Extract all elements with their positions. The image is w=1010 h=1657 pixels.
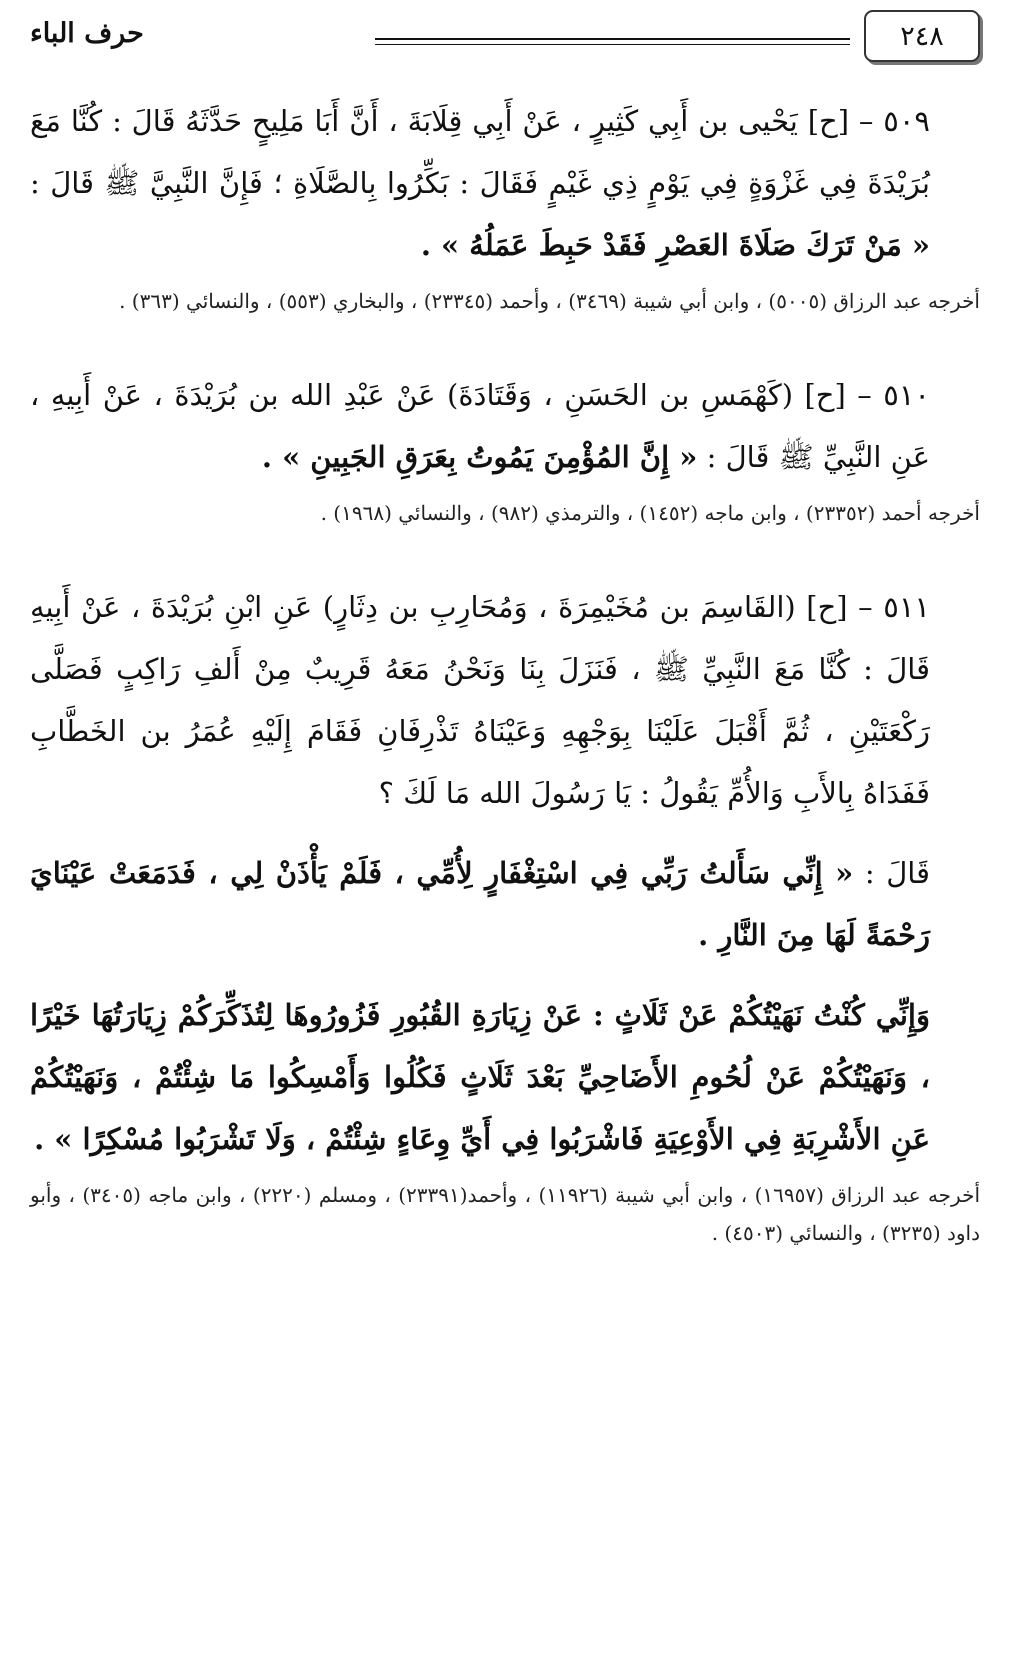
hadith-number: ٥١١ [883,590,930,624]
page-number-box [864,10,980,62]
header-rule-thin [375,44,850,45]
hadith-matn: « إِنَّ المُؤْمِنَ يَمُوتُ بِعَرَقِ الجَبِينِ » . [261,440,698,474]
hadith-paragraph [30,842,980,966]
hadith-number: ٥٠٩ [883,104,930,138]
hadith-matn: « مَنْ تَرَكَ صَلَاةَ العَصْرِ فَقَدْ حَبِطَ عَمَلُهُ » . [420,228,930,262]
hadith-chain: – [ح] (القَاسِمَ بن مُخَيْمِرَةَ ، وَمُحَارِبِ بن دِثَارٍ) عَنِ ابْنِ بُرَيْدَةَ ، عَنْ أَبِيهِ قَالَ : كُنَّا مَعَ النَّبِيِّ ﷺ ، فَنَزَلَ بِنَا وَنَحْنُ مَعَهُ قَرِيبٌ مِنْ أَلفِ رَاكِبٍ فَصَلَّى رَكْعَتَيْنِ ، ثُمَّ أَقْبَلَ عَلَيْنَا بِوَجْهِهِ وَعَيْنَاهُ تَذْرِفَانِ فَقَامَ إِلَيْهِ عُمَرُ بن الخَطَّابِ فَفَدَاهُ بِالأَبِ وَالأُمِّ يَقُولُ : يَا رَسُولَ الله مَا لَكَ ؟ [30,590,930,810]
hadith-chain: – [ح] (كَهْمَسِ بن الحَسَنِ ، وَقَتَادَةَ) عَنْ عَبْدِ الله بن بُرَيْدَةَ ، عَنْ أَبِيهِ ، عَنِ النَّبِيِّ ﷺ قَالَ : [30,378,930,474]
header-rule [375,38,850,40]
takhrij-note: أخرجه أحمد (٢٣٣٥٢) ، وابن ماجه (١٤٥٢) ، والترمذي (٩٨٢) ، والنسائي (١٩٦٨) . [320,501,980,525]
hadith-509 [30,90,980,320]
hadith-510 [30,364,980,532]
takhrij-note: أخرجه عبد الرزاق (١٦٩٥٧) ، وابن أبي شيبة (١١٩٢٦) ، وأحمد(٢٣٣٩١) ، ومسلم (٢٢٢٠) ، وابن ماجه (٣٤٠٥) ، وأبو داود (٣٢٣٥) ، والنسائي (٤٥٠٣) . [30,1183,981,1245]
hadith-matn: « إِنِّي سَأَلتُ رَبِّي فِي اسْتِغْفَارٍ لِأُمِّي ، فَلَمْ يَأْذَنْ لِي ، فَدَمَعَتْ عَيْنَايَ رَحْمَةً لَهَا مِنَ النَّارِ . [30,856,930,952]
running-title: حرف الباء [30,18,144,49]
page-content [30,90,980,1296]
hadith-chain: – [ح] يَحْيى بن أَبِي كَثِيرٍ ، عَنْ أَبِي قِلَابَةَ ، أَنَّ أَبَا مَلِيحٍ حَدَّثَهُ قَالَ : كُنَّا مَعَ بُرَيْدَةَ فِي غَزْوَةٍ فِي يَوْمٍ ذِي غَيْمٍ فَقَالَ : بَكِّرُوا بِالصَّلَاةِ ؛ فَإِنَّ النَّبِيَّ ﷺ قَالَ : [30,104,930,200]
hadith-matn: وَإِنِّي كُنْتُ نَهَيْتُكُمْ عَنْ ثَلَاثٍ : عَنْ زِيَارَةِ القُبُورِ فَزُورُوهَا لِتُذَكِّرَكُمْ زِيَارَتُهَا خَيْرًا ، وَنَهَيْتُكُمْ عَنْ لُحُومِ الأَضَاحِيِّ بَعْدَ ثَلَاثٍ فَكُلُوا وَأَمْسِكُوا مَا شِئْتُمْ ، وَنَهَيْتُكُمْ عَنِ الأَشْرِبَةِ فِي الأَوْعِيَةِ فَاشْرَبُوا فِي أَيِّ وِعَاءٍ شِئْتُمْ ، وَلَا تَشْرَبُوا مُسْكِرًا » . [30,998,930,1156]
hadith-text [30,364,980,488]
hadith-paragraph [30,984,980,1170]
takhrij-note: أخرجه عبد الرزاق (٥٠٠٥) ، وابن أبي شيبة (٣٤٦٩) ، وأحمد (٢٣٣٤٥) ، والبخاري (٥٥٣) ، والنسائي (٣٦٣) . [119,289,980,313]
page-header [30,10,980,70]
page-number: ٢٤٨ [900,20,944,52]
hadith-text [30,576,980,824]
hadith-number: ٥١٠ [883,378,930,412]
hadith-prefix: قَالَ : [864,856,930,890]
hadith-text [30,90,980,276]
hadith-511 [30,576,980,1252]
